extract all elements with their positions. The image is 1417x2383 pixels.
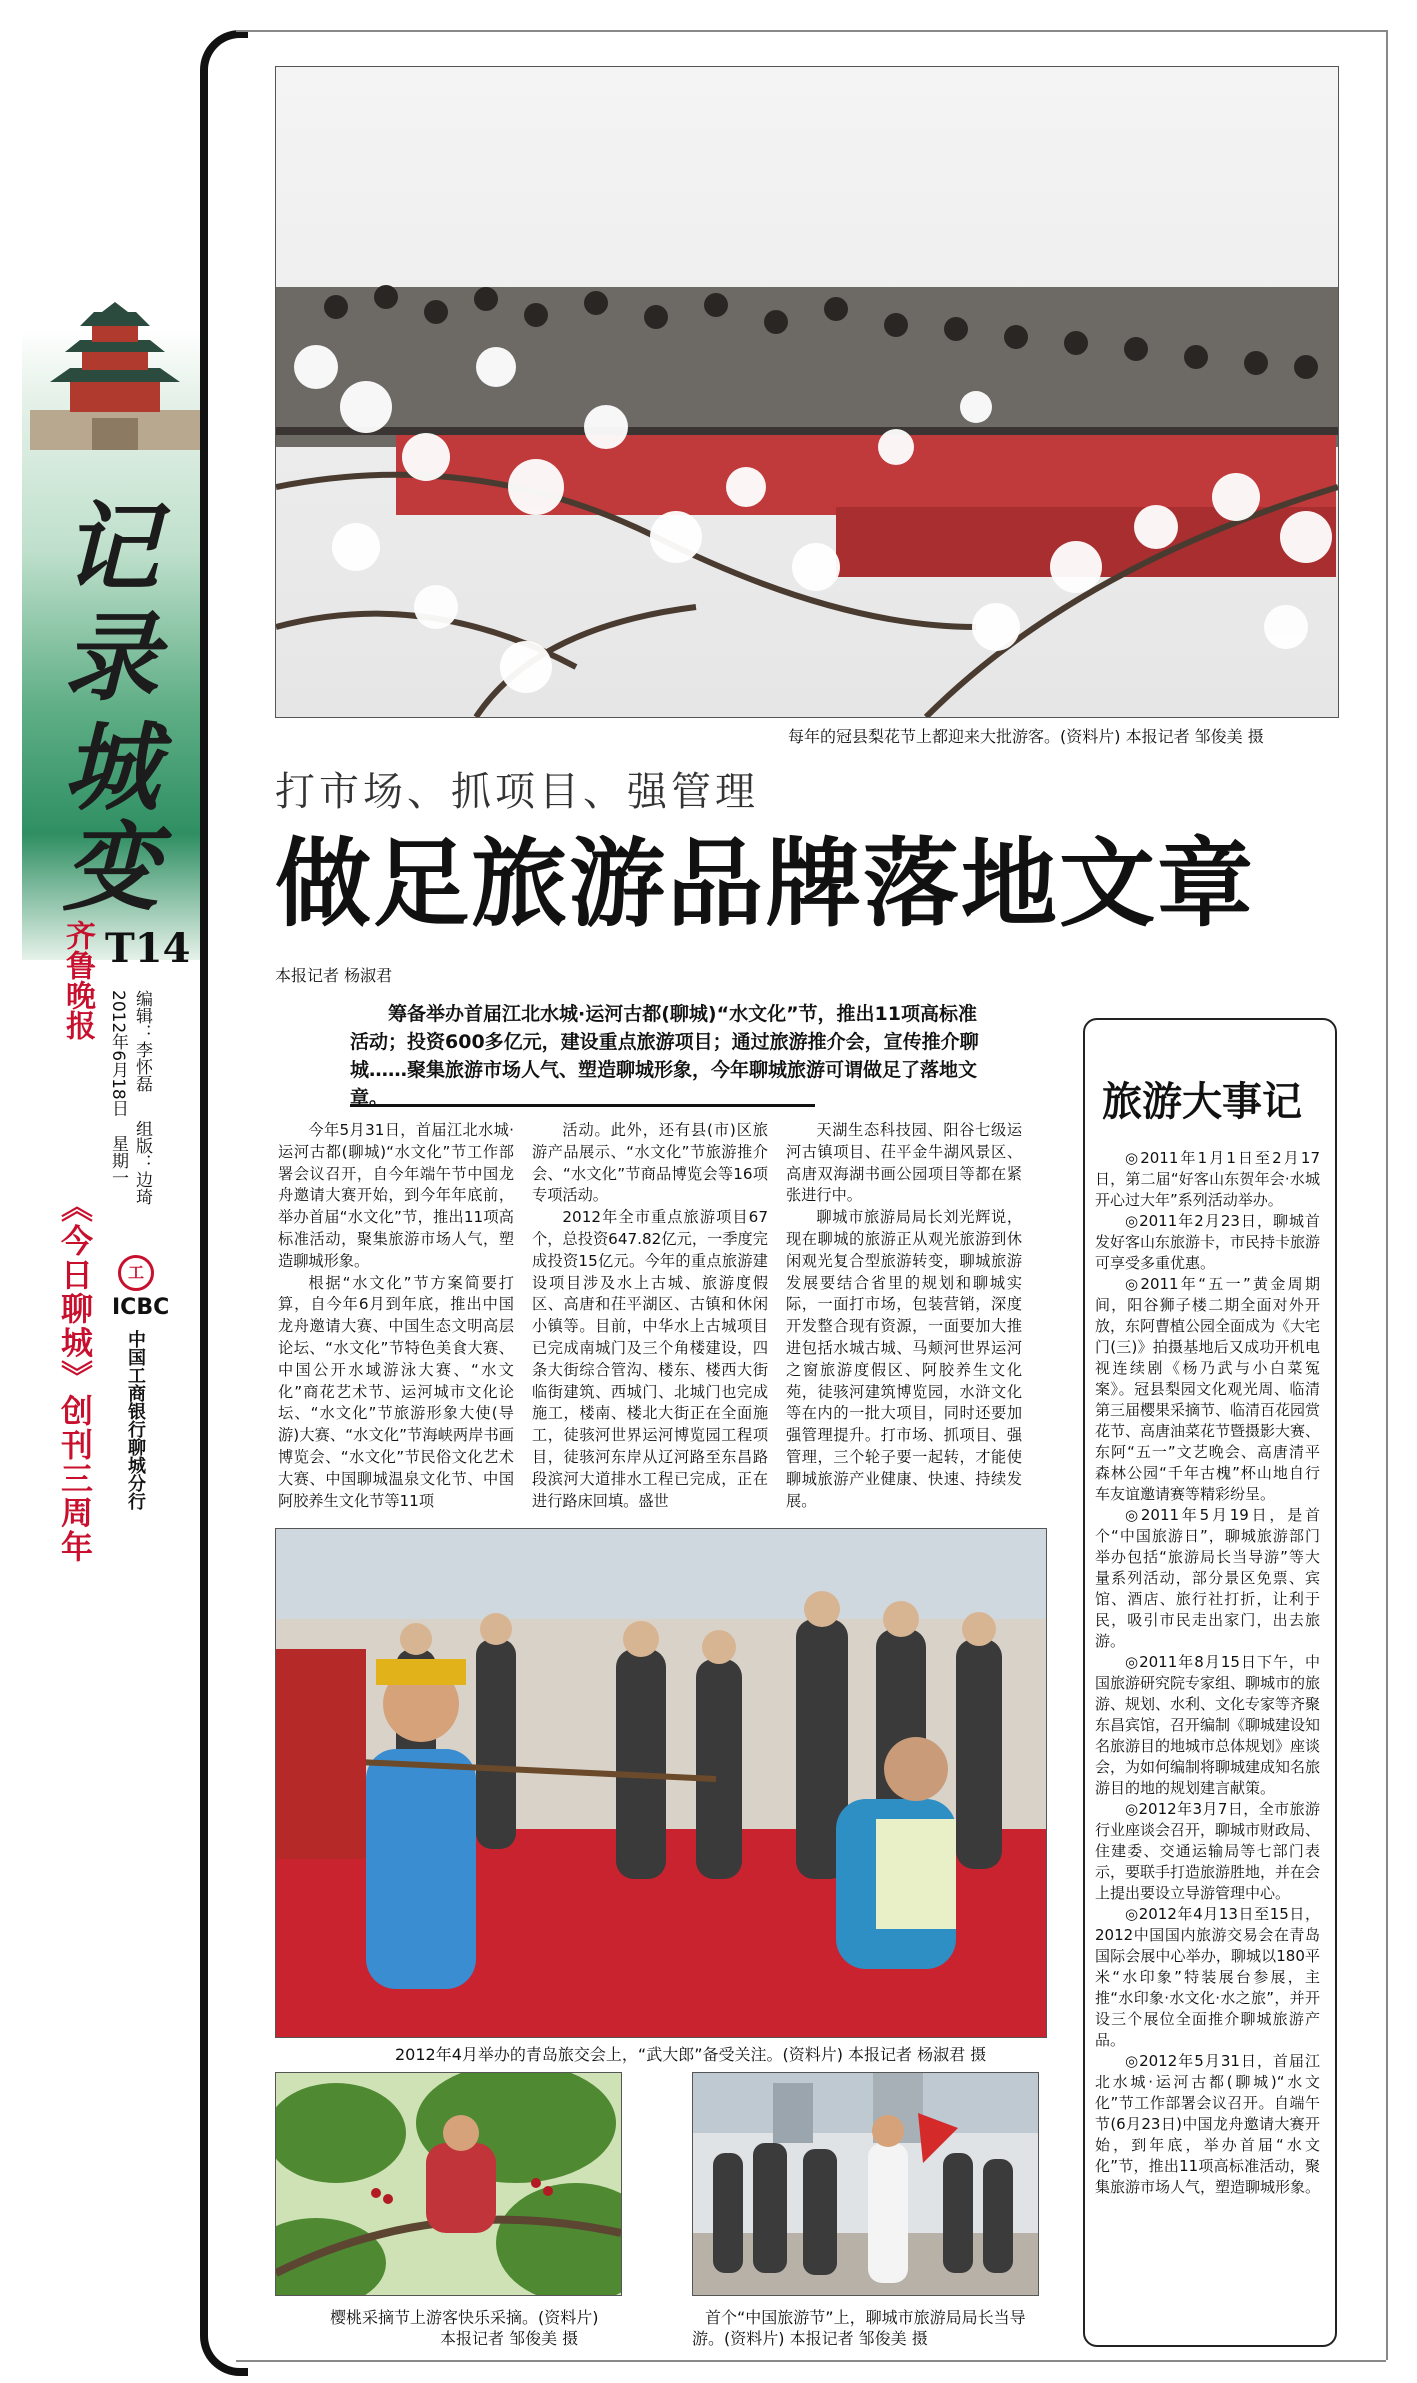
frame-bracket (200, 30, 248, 2376)
list-item: ◎2012年5月31日，首届江北水城·运河古都(聊城)“水文化”节工作部署会议召开。自端午节(6月23日)中国龙舟邀请大赛开始，到年底，举办首届“水文化”节，推出11项高标准活动，聚集旅游市场人气，塑造聊城形象。 (1095, 2052, 1321, 2196)
page-weekday: 星期一 (108, 1135, 128, 1186)
calligraphy-char-2: 录 (63, 601, 159, 714)
article-headline: 做足旅游品牌落地文章 (275, 828, 1255, 940)
list-item: ◎2011年“五一”黄金周期间，阳谷狮子楼二期全面对外开放，东阿曹植公园全面成为《大宅门(三)》拍摄基地后又成功开机电视连续剧《杨乃武与小白菜冤案》。冠县梨园文化观光周、临清第三届樱果采摘节、临清百花园赏花节、高唐油菜花节暨摄影大赛、东阿“五一”文艺晚会、高唐清平森林公园“千年古槐”杯山地自行车友谊邀请赛等精彩纷呈。 (1095, 1275, 1321, 1503)
page-checker: 组版：边琦 (132, 1120, 152, 1205)
article-kicker: 打市场、抓项目、强管理 (275, 769, 759, 815)
calligraphy-char-3: 城 (63, 711, 159, 824)
tower-illustration (30, 300, 200, 450)
list-item: ◎2012年4月13日至15日，2012中国国内旅游交易会在青岛国际会展中心举办，聊城以180平米“水印象”特装展台参展，主推“水印象·水文化·水之旅”，并开设三个展位全面推介聊城旅游产品。 (1095, 1905, 1320, 2049)
icbc-branch-name: 中国工商银行聊城分行 (125, 1330, 146, 1510)
icbc-label: ICBC (112, 1295, 170, 1320)
paragraph: 聊城市旅游局局长刘光辉说，现在聊城的旅游正从观光旅游到休闲观光复合型旅游转变，聊城旅游发展要结合省里的规划和聊城实际，一面打市场，包装营销，深度开发整合现有资源，一面要加大推进包括水城古城、马颊河世界运河之窗旅游度假区、阿胶养生文化苑，徒骇河建筑博览园，水浒文化等在内的一批大项目，同时还要加强管理提升。打市场、抓项目、强管理，三个轮子要一起转，才能使聊城旅游产业健康、快速、持续发展。 (786, 1208, 1022, 1510)
list-item: ◎2011年1月1日至2月17日，第二届“好客山东贺年会·水城开心过大年”系列活动举办。 (1095, 1149, 1320, 1209)
paragraph: 天湖生态科技园、阳谷七级运河古镇项目、茌平金牛湖风景区、高唐双海湖书画公园项目等都在紧张进行中。 (786, 1121, 1022, 1205)
middle-photo-caption: 2012年4月举办的青岛旅交会上，“武大郎”备受关注。(资料片) 本报记者 杨淑君 摄 (395, 2045, 987, 2064)
paragraph: 今年5月31日，首届江北水城·运河古都(聊城)“水文化”节工作部署会议召开，自今年端午节中国龙舟邀请大赛开始，到今年年底前，举办首届“水文化”节，推出11项高标准活动，聚集旅游市场人气，塑造聊城形象。 (278, 1121, 514, 1270)
article-column-1 (278, 1120, 514, 1512)
article-lead: 筹备举办首届江北水城·运河古都(聊城)“水文化”节，推出11项高标准活动；投资600多亿元，建设重点旅游项目；通过旅游推介会，宣传推介聊城……聚集旅游市场人气、塑造聊城形象，今年聊城旅游可谓做足了落地文章。 (350, 1003, 979, 1109)
anniversary-subtitle: 《今日聊城》创刊三周年 (56, 1190, 94, 1564)
list-item: ◎2011年2月23日，聊城首发好客山东旅游卡，市民持卡旅游可享受多重优惠。 (1095, 1212, 1321, 1272)
bottom-left-caption-1: 樱桃采摘节上游客快乐采摘。(资料片) (330, 2308, 599, 2327)
middle-photo (275, 1528, 1047, 2038)
calligraphy-char-4: 变 (63, 811, 159, 924)
paragraph: 根据“水文化”节方案简要打算，自今年6月到年底，推出中国龙舟邀请大赛、中国生态文明高层论坛、“水文化”节特色美食大赛、中国公开水域游泳大赛、“水文化”商花艺术节、运河城市文化论坛、“水文化”节旅游形象大使(导游)大赛、“水文化”节海峡两岸书画博览会、“水文化”节民俗文化艺术大赛、中国聊城温泉文化节、中国阿胶养生文化节等11项 (278, 1273, 514, 1510)
bottom-left-photo (275, 2072, 622, 2296)
bottom-right-photo (692, 2072, 1039, 2296)
icbc-logo-icon: 工 (118, 1255, 154, 1291)
page-editor: 编辑：李怀磊 (132, 990, 152, 1092)
article-byline: 本报记者 杨淑君 (275, 966, 393, 985)
paper-logo: 齐鲁晚报 (60, 920, 95, 1040)
frame-right-line (1386, 30, 1388, 2360)
list-item: ◎2011年8月15日下午，中国旅游研究院专家组、聊城市的旅游、规划、水利、文化专家等齐聚东昌宾馆，召开编制《聊城建设知名旅游目的地城市总体规划》座谈会，为如何编制将聊城建成知名旅游目的地的规划建言献策。 (1095, 1653, 1321, 1797)
article-column-3 (786, 1120, 1022, 1512)
bottom-right-caption-1: 首个“中国旅游节”上，聊城市旅游局局长当导 (705, 2308, 1026, 2327)
frame-top-line (236, 30, 1386, 32)
lead-rule (350, 1104, 815, 1107)
article-column-2 (532, 1120, 768, 1512)
top-photo-caption: 每年的冠县梨花节上都迎来大批游客。(资料片) 本报记者 邹俊美 摄 (788, 727, 1264, 746)
page-date: 2012年6月18日 (108, 990, 128, 1117)
frame-bottom-line (236, 2360, 1386, 2362)
bottom-right-caption-2: 游。(资料片) 本报记者 邹俊美 摄 (692, 2329, 928, 2348)
list-item: ◎2012年3月7日，全市旅游行业座谈会召开，聊城市财政局、住建委、交通运输局等七部门表示，要联手打造旅游胜地，并在会上提出要设立导游管理中心。 (1095, 1800, 1321, 1902)
top-photo (275, 66, 1339, 718)
bottom-left-caption-2: 本报记者 邹俊美 摄 (440, 2329, 579, 2348)
page-code: T14 (105, 925, 191, 972)
events-title: 旅游大事记 (1102, 1078, 1302, 1125)
paragraph: 活动。此外，还有县(市)区旅游产品展示、“水文化”节旅游推介会、“水文化”节商品博览会等16项专项活动。 (532, 1121, 768, 1205)
events-list (1095, 1148, 1320, 2198)
calligraphy-char-1: 记 (63, 491, 159, 604)
paragraph: 2012年全市重点旅游项目67个，总投资647.82亿元，一季度完成投资15亿元。今年的重点旅游建设项目涉及水上古城、旅游度假区、高唐和茌平湖区、古镇和休闲小镇等。目前，中华水上古城项目已完成南城门及三个角楼建设，四条大街综合管沟、楼东、楼西大街临街建筑、西城门、北城门也完成施工，楼南、楼北大街正在全面施工，徒骇河世界运河博览园工程项目，徒骇河东岸从辽河路至东昌路段滨河大道排水工程已完成，正在进行路床回填。盛世 (532, 1208, 768, 1510)
list-item: ◎2011年5月19日，是首个“中国旅游日”，聊城旅游部门举办包括“旅游局长当导游”等大量系列活动，部分景区免票、宾馆、酒店、旅行社打折，让利于民，吸引市民走出家门，出去旅游。 (1095, 1506, 1320, 1650)
